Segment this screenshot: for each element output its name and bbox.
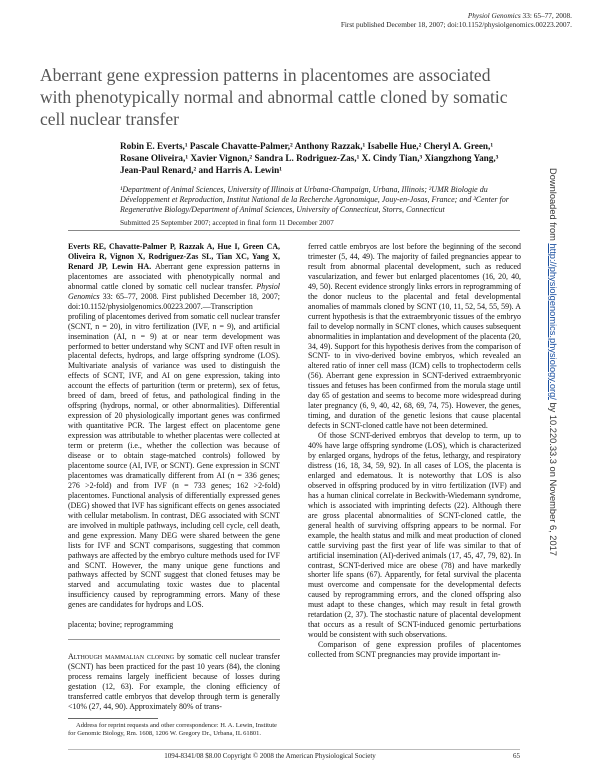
- header-journal: Physiol Genomics: [467, 11, 521, 20]
- abstract-authors: Everts RE, Chavatte-Palmer P, Razzak A, Hue I, Green CA, Oliveira R, Vignon X, Rodriguez-Zas SL, Tian XC, Yang X, Renard JP, Lewin HA.: [68, 242, 280, 271]
- header-volume: 33: 65–77, 2008.: [520, 11, 572, 20]
- submission-dates: Submitted 25 September 2007; accepted in final form 11 December 2007: [120, 218, 334, 227]
- download-stamp-text: [548, 168, 558, 598]
- abstract-title: Aberrant gene expression patterns in placentomes are associated with phenotypically normal and abnormal cattle cloned by somatic cell nuclear transfer.: [68, 261, 280, 291]
- body-paragraph-3: Comparison of gene expression profiles of placentomes collected from SCNT pregnancies may provide important in-: [308, 640, 521, 660]
- download-stamp: [540, 168, 562, 598]
- intro-lead-in: Although mammalian cloning: [68, 652, 175, 662]
- body-paragraph-2: Of those SCNT-derived embryos that develop to term, up to 40% have large offspring syndrome (LOS), which is characterized by enlarged organs, hydrops of the fetus, lethargy, and respiratory distress (16, 18, 34, 59, 92). In all cases of LOS, the placenta is enlarged and edematous. It is noteworthy that LOS is also observed in offspring produced by in vitro fertilization (IVF) and has a human clinical correlate in Beckwith-Wiedemann syndrome, which is associated with imprinting defects (22). Although there are gross placental abnormalities of SCNT-cloned cattle, the general health of surviving offspring appears to be normal. For example, the health status and milk and meat production of cloned cattle surviving past the first year of life was similar to that of artificial insemination (AI)-derived animals (17, 45, 47, 79, 82). In contrast, SCNT-derived mice are obese (78) and have markedly shorter life spans (67). Apparently, for fetal survival the placenta must overcome and compensate for the developmental defects caused by reprogramming errors, and the cloned offspring also must adapt to these changes, which may result in fetal growth retardation (2, 37). The stochastic nature of placental development that occurs as a result of SCNT-induced genomic perturbations would be consistent with such observations.: [308, 431, 521, 640]
- body-paragraph-1: ferred cattle embryos are lost before the beginning of the second trimester (5, 44, 49). The majority of failed pregnancies appear to result from abnormal placental development, such as reduced vascularization, and fewer but enlarged placentomes (16, 20, 40, 49, 50). Recent evidence strongly links errors in reprogramming of the donor nucleus to the placental and fetal developmental anomalies of mammals cloned by SCNT (10, 11, 52, 54, 55, 59). A current hypothesis is that the extraembryonic tissues of the embryo fail to develop normally in SCNT clones, which causes subsequent abnormalities in implantation and development of the placenta (20, 34, 49). Support for this hypothesis derives from the comparison of SCNT- to in vivo-derived bovine embryos, which revealed an altered ratio of inner cell mass (ICM) cells to trophectoderm cells (56). Aberrant gene expression in SCNT-derived extraembryonic tissues and fetuses has been confirmed from the morula stage until day 65 of gestation and seems to become more widespread during later pregnancy (6, 9, 40, 42, 68, 69, 74, 75). However, the genes, timing, and duration of the genetic lesions that cause placental defects in SCNT-cloned cattle have not been determined.: [308, 242, 521, 431]
- running-header: [341, 11, 572, 29]
- header-line-1: [341, 11, 572, 20]
- abstract-journal: Physiol Genomics: [68, 281, 280, 301]
- page-number: 65: [513, 752, 520, 760]
- author-list: [120, 141, 530, 176]
- footer-divider: [68, 749, 520, 750]
- affiliations: ¹Department of Animal Sciences, University of Illinois at Urbana-Champaign, Urbana, Illinois; ²UMR Biologie du Développement et Reproduction, Institut National de la Recherche Agronomique, Jouy-en-Josas, France; and ³Center for Regenerative Biology/Department of Animal Sciences, University of Connecticut, Storrs, Connecticut: [120, 185, 509, 214]
- author-line-2: Rosane Oliveira,¹ Xavier Vignon,² Sandra L. Rodriguez-Zas,¹ X. Cindy Tian,³ Xiangzhong Yang,³: [120, 152, 499, 163]
- download-suffix: by 10.220.33.3 on November 6, 2017: [548, 399, 558, 556]
- header-divider: [68, 230, 520, 231]
- right-column: [308, 242, 521, 660]
- intro-text: by somatic cell nuclear transfer (SCNT) has been practiced for the past 10 years (84), the cloning process remains largely inefficient because of losses during gestation (12, 63). For example, the cloning efficiency of transferred cattle embryos that develop through term is generally <10% (27, 44, 90). Approximately 80% of trans-: [68, 652, 280, 711]
- copyright-line: 1094-8341/08 $8.00 Copyright © 2008 the American Physiological Society: [164, 752, 376, 760]
- download-link[interactable]: http://physiolgenomics.physiology.org/: [548, 243, 558, 400]
- author-line-3: Jean-Paul Renard,² and Harris A. Lewin¹: [120, 164, 282, 175]
- left-column: [68, 242, 280, 712]
- header-line-2: First published December 18, 2007; doi:10.1152/physiolgenomics.00223.2007.: [340, 20, 572, 29]
- correspondence-footnote: Address for reprint requests and other correspondence: H. A. Lewin, Institute for Genomic Biology, Rm. 1608, 1206 W. Gregory Dr., Urbana, IL 61801.: [68, 722, 277, 738]
- abstract-divider: [68, 639, 280, 640]
- article-title: Aberrant gene expression patterns in placentomes are associated with phenotypically normal and abnormal cattle cloned by somatic cell nuclear transfer: [40, 65, 508, 129]
- download-prefix: Downloaded from: [548, 168, 558, 244]
- intro-paragraph: [68, 652, 280, 712]
- author-line-1: Robin E. Everts,¹ Pascale Chavatte-Palmer,² Anthony Razzak,¹ Isabelle Hue,² Cheryl A. Green,¹: [120, 141, 494, 151]
- abstract-body: 33: 65–77, 2008. First published December 18, 2007; doi:10.1152/physiolgenomics.00223.2007.—Transcription profiling of placentomes derived from somatic cell nuclear transfer (SCNT, n = 20), in vitro fertilization (IVF, n = 9), and artificial insemination (AI, n = 9) at or near term development was performed to better understand why SCNT and IVF often result in placental defects, hydrops, and large offspring syndrome (LOS). Multivariate analysis of variance was used to distinguish the effects of SCNT, IVF, and AI on gene expression, taking into account the effects of parturition (term or preterm), sex of fetus, breed of dam, breed of fetus, and pathological finding in the offspring (hydrops, normal, or other abnormalities). Differential expression of 20 physiologically important genes was confirmed with quantitative PCR. The largest effect on placentome gene expression was attributable to whether placentas were collected at term or preterm (i.e., whether the collection was because of disease or to obtain stage-matched controls) followed by placentome source (AI, IVF, or SCNT). Gene expression in SCNT placentomes was dramatically different from AI (n = 336 genes; 276 >2-fold) and from IVF (n = 733 genes; 162 >2-fold) placentomes. Functional analysis of differentially expressed genes (DEG) showed that IVF has significant effects on genes associated with cellular metabolism. In contrast, DEG associated with SCNT are involved in multiple pathways, including cell cycle, cell death, and gene expression. Many DEG were shared between the gene lists for IVF and SCNT comparisons, suggesting that common pathways are affected by the embryo culture methods used for IVF and SCNT. However, the many unique gene functions and pathways affected by SCNT suggest that cloned fetuses may be starved and accumulating toxic wastes due to placental insufficiency caused by reprogramming errors. Many of these genes are candidates for hydrops and LOS.: [68, 291, 280, 610]
- keywords: placenta; bovine; reprogramming: [68, 620, 174, 630]
- footnote-divider: [68, 718, 158, 719]
- abstract: [68, 242, 280, 610]
